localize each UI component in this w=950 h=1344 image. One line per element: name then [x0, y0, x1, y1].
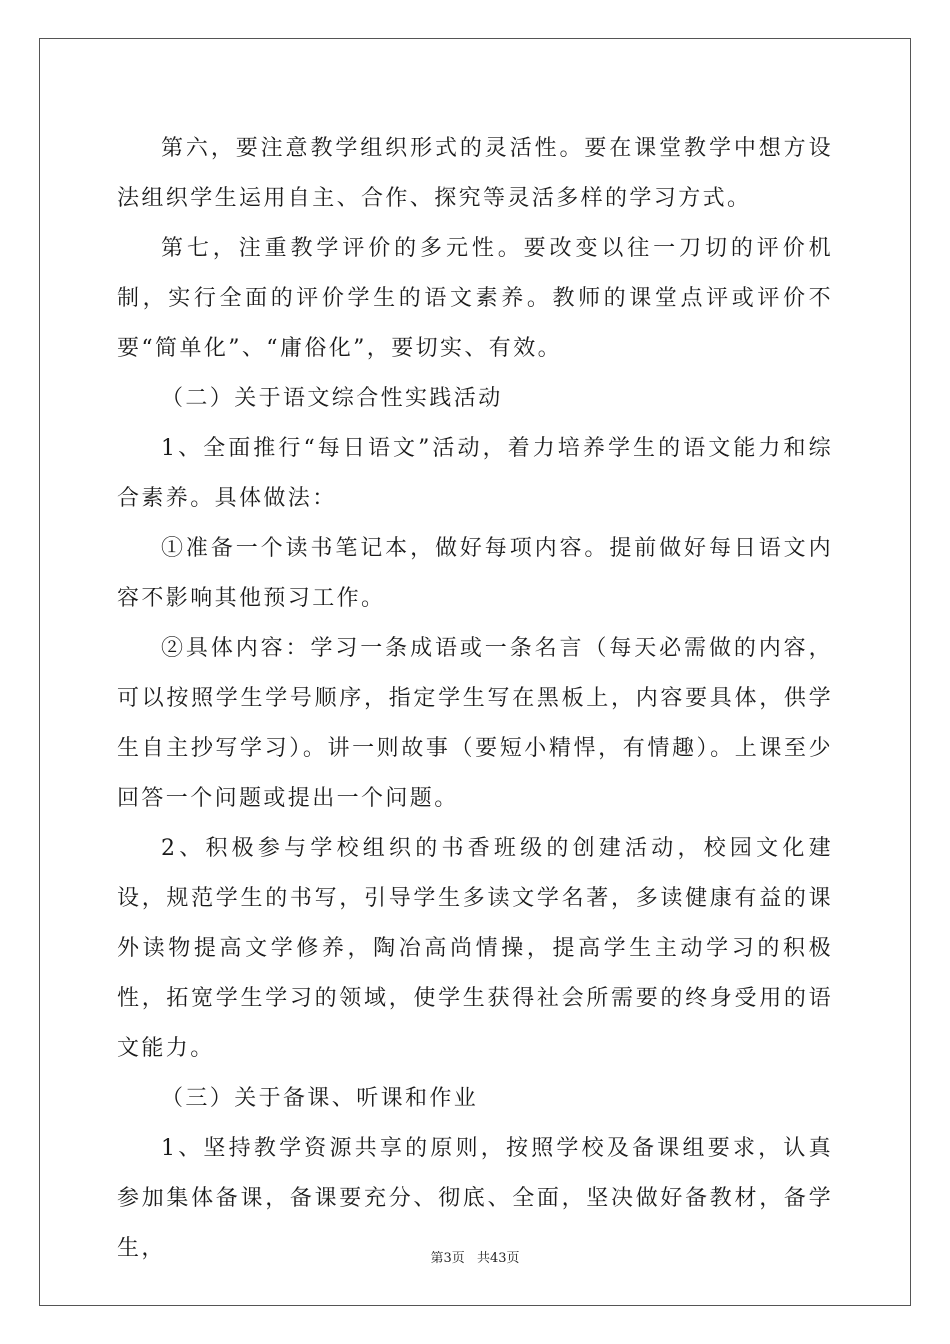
page-number: 第3页 — [430, 1251, 465, 1266]
paragraph-item-2: ②具体内容：学习一条成语或一条名言（每天必需做的内容，可以按照学生学号顺序，指定学生写在黑板上，内容要具体，供学生自主抄写学习）。讲一则故事（要短小精悍，有情趣）。上课至少回答一个问题或提出一个问题。 — [117, 636, 833, 811]
paragraph-daily-chinese: 1、全面推行“每日语文”活动，着力培养学生的语文能力和综合素养。具体做法： — [117, 436, 833, 511]
paragraph-reading-activity: 2、积极参与学校组织的书香班级的创建活动，校园文化建设，规范学生的书写，引导学生多读文学名著，多读健康有益的课外读物提高文学修养，陶冶高尚情操，提高学生主动学习的积极性，拓宽学生学习的领域，使学生获得社会所需要的终身受用的语文能力。 — [117, 836, 833, 1061]
paragraph-item-1: ①准备一个读书笔记本，做好每项内容。提前做好每日语文内容不影响其他预习工作。 — [117, 536, 833, 611]
paragraph-6: 第六，要注意教学组织形式的灵活性。要在课堂教学中想方设法组织学生运用自主、合作、探究等灵活多样的学习方式。 — [117, 136, 833, 211]
section-heading-2: （二）关于语文综合性实践活动 — [161, 386, 503, 411]
page-total: 共43页 — [476, 1251, 520, 1266]
page-footer — [0, 1247, 950, 1266]
document-body — [117, 124, 833, 1274]
paragraph-7: 第七，注重教学评价的多元性。要改变以往一刀切的评价机制，实行全面的评价学生的语文素养。教师的课堂点评或评价不要“简单化”、“庸俗化”，要切实、有效。 — [117, 236, 833, 361]
section-heading-3: （三）关于备课、听课和作业 — [161, 1086, 479, 1111]
paragraph-lesson-prep: 1、坚持教学资源共享的原则，按照学校及备课组要求，认真参加集体备课，备课要充分、彻底、全面，坚决做好备教材，备学生， — [117, 1136, 833, 1261]
